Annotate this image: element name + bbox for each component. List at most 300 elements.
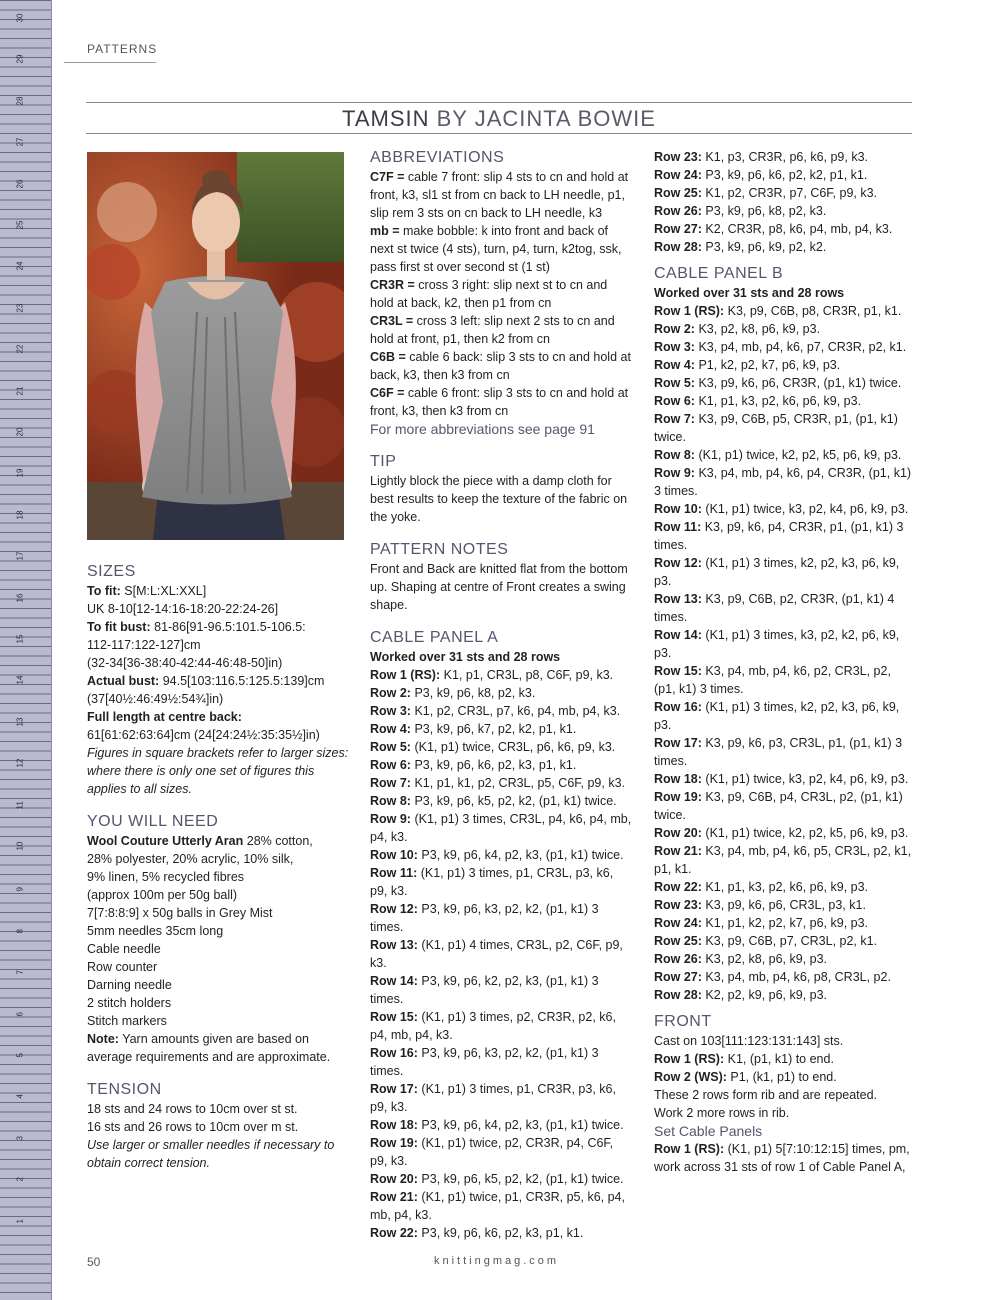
notes-text: Front and Back are knitted flat from the bottom up. Shaping at centre of Front creates a swing shape. [370, 562, 628, 612]
row-text: K1, p1, k3, p2, k6, p6, k9, p3. [694, 394, 862, 408]
row-text: P3, k9, p6, k5, p2, k2, (p1, k1) twice. [410, 794, 617, 808]
panel-a-row [370, 738, 632, 756]
ruler-number: 28 [15, 96, 25, 106]
sizes-actual-2: (37[40½:46:49½:54¾]in) [87, 692, 224, 706]
row-text: (K1, p1) twice, k3, p2, k4, p6, k9, p3. [701, 502, 909, 516]
row-label: Row 5: [370, 740, 411, 754]
ruler-number: 17 [15, 551, 25, 561]
sizes-uk: UK 8-10[12-14:16-18:20-22:24-26] [87, 602, 279, 616]
row-label: mb = [370, 224, 400, 238]
row-text: K1, p1, k3, p2, k6, p6, k9, p3. [701, 880, 869, 894]
row-text: (K1, p1) 3 times, p1, CR3L, p3, k6, p9, k3. [370, 866, 614, 898]
panel-b-row [654, 788, 912, 824]
section-underline [64, 62, 156, 63]
row-text: P3, k9, p6, k6, p2, k2, p1, k1. [701, 168, 868, 182]
value: Yarn amounts given are based on average requirements and are approximate. [87, 1032, 331, 1064]
tension-line-1: 18 sts and 24 rows to 10cm over st st. [87, 1102, 298, 1116]
row-text: (K1, p1) 3 times, k2, p2, k3, p6, k9, p3. [654, 700, 900, 732]
value: 94.5[103:116.5:125.5:139]cm [159, 674, 325, 688]
ruler-number: 14 [15, 675, 25, 685]
need-item: Row counter [87, 960, 158, 974]
panel-b-row [654, 896, 912, 914]
row-label: Row 2: [370, 686, 411, 700]
abbr-item [370, 312, 632, 348]
row-text: P1, k2, p2, k7, p6, k9, p3. [694, 358, 841, 372]
need-item: 5mm needles 35cm long [87, 924, 224, 938]
need-item: 28% polyester, 20% acrylic, 10% silk, [87, 852, 294, 866]
tip-text: Lightly block the piece with a damp cloth for best results to keep the texture of the fabric on the yoke. [370, 474, 628, 524]
row-text: K3, p9, k6, p3, CR3L, p1, (p1, k1) 3 times. [654, 736, 903, 768]
panel-a-row [370, 1170, 632, 1188]
need-item: (approx 100m per 50g ball) [87, 888, 238, 902]
row-text: P3, k9, p6, k9, p2, k2. [701, 240, 827, 254]
row-label: Row 19: [654, 790, 702, 804]
tension-heading: TENSION [87, 1081, 162, 1098]
ruler-number: 9 [15, 887, 25, 892]
row-label: Row 20: [370, 1172, 418, 1186]
ruler-number: 21 [15, 386, 25, 396]
value: S[M:L:XL:XXL] [120, 584, 207, 598]
panel-a-row [370, 1044, 632, 1080]
panel-a-row [370, 936, 632, 972]
row-label: Row 12: [654, 556, 702, 570]
row-text: K3, p9, C6B, p5, CR3R, p1, (p1, k1) twice. [654, 412, 898, 444]
panel-b-row [654, 734, 912, 770]
row-label: Row 7: [370, 776, 411, 790]
sizes-length-label [87, 708, 352, 726]
sizes-heading: SIZES [87, 563, 136, 580]
panel-a-row [654, 220, 912, 238]
panel-a-row [370, 1134, 632, 1170]
sizes-bust [87, 618, 352, 636]
ruler-number: 29 [15, 54, 25, 64]
row-text: K2, CR3R, p8, k6, p4, mb, p4, k3. [701, 222, 893, 236]
row-label: Row 15: [370, 1010, 418, 1024]
need-item: Stitch markers [87, 1014, 167, 1028]
panel-a-heading: CABLE PANEL A [370, 629, 499, 646]
row-label: Row 20: [654, 826, 702, 840]
abbr-heading: ABBREVIATIONS [370, 149, 505, 166]
front-set-cable: Set Cable Panels [654, 1123, 763, 1139]
ruler-number: 5 [15, 1053, 25, 1058]
panel-b-row [654, 626, 912, 662]
panel-a-row [654, 238, 912, 256]
value: K1, (p1, k1) to end. [724, 1052, 834, 1066]
row-text: (K1, p1) twice, p2, CR3R, p4, C6F, p9, k3. [370, 1136, 614, 1168]
ruler-number: 22 [15, 344, 25, 354]
panel-a-row [654, 202, 912, 220]
row-text: K1, p3, CR3R, p6, k6, p9, k3. [701, 150, 868, 164]
row-label: Row 3: [370, 704, 411, 718]
ruler-number: 2 [15, 1177, 25, 1182]
row-label: Row 1 (RS): [370, 668, 441, 682]
abbr-item [370, 348, 632, 384]
panel-b-row [654, 914, 912, 932]
row-text: (K1, p1) twice, k2, p2, k5, p6, k9, p3. [694, 448, 902, 462]
need-item: 2 stitch holders [87, 996, 172, 1010]
panel-b-row [654, 698, 912, 734]
row-text: K3, p2, k8, p6, k9, p3. [694, 322, 821, 336]
row-text: P3, k9, p6, k4, p2, k3, (p1, k1) twice. [417, 1118, 624, 1132]
row-text: (K1, p1) twice, p1, CR3R, p5, k6, p4, mb, p4, k3. [370, 1190, 625, 1222]
panel-a-row [654, 166, 912, 184]
row-text: K3, p4, mb, p4, k6, p5, CR3L, p2, k1, p1, k1. [654, 844, 912, 876]
row-label: Row 26: [654, 204, 702, 218]
ruler-number: 1 [15, 1218, 25, 1224]
need-yarn [87, 832, 352, 850]
panel-a-row [370, 810, 632, 846]
panel-a-row [370, 720, 632, 738]
footer-website: knittingmag.com [434, 1255, 560, 1267]
row-text: K3, p9, k6, p4, CR3R, p1, (p1, k1) 3 times. [654, 520, 904, 552]
panel-b-row [654, 968, 912, 986]
row-text: P3, k9, p6, k7, p2, k2, p1, k1. [410, 722, 577, 736]
panel-a-row [370, 1116, 632, 1134]
row-label: Row 7: [654, 412, 695, 426]
label: To fit: [87, 584, 121, 598]
ruler-number: 30 [15, 13, 25, 23]
need-note [87, 1030, 352, 1066]
row-label: Row 14: [370, 974, 418, 988]
row-text: P3, k9, p6, k3, p2, k2, (p1, k1) 3 times. [370, 1046, 599, 1078]
row-label: Row 22: [654, 880, 702, 894]
ruler-number: 16 [15, 593, 25, 603]
need-item: Cable needle [87, 942, 161, 956]
row-label: Row 9: [654, 466, 695, 480]
tension-note [87, 1136, 352, 1172]
panel-b-row [654, 446, 912, 464]
panel-a-row [370, 702, 632, 720]
row-label: Row 1 (RS): [654, 304, 725, 318]
row-text: K3, p9, C6B, p8, CR3R, p1, k1. [724, 304, 902, 318]
panel-b-row [654, 320, 912, 338]
ruler-number: 25 [15, 220, 25, 230]
label: Row 1 (RS): [654, 1142, 725, 1156]
worked-text: Worked over 31 sts and 28 rows [654, 286, 845, 300]
label: Note: [87, 1032, 119, 1046]
panel-b-row [654, 824, 912, 842]
value: P1, (k1, p1) to end. [726, 1070, 837, 1084]
panel-b-row [654, 302, 912, 320]
front-line-1: These 2 rows form rib and are repeated. [654, 1088, 878, 1102]
ruler-number: 18 [15, 510, 25, 520]
panel-a-row [654, 184, 912, 202]
column-middle [370, 148, 632, 1242]
need-item: Darning needle [87, 978, 172, 992]
ruler-number: 4 [15, 1094, 25, 1099]
page-title [86, 106, 912, 132]
ruler-number: 7 [15, 970, 25, 975]
sizes-length: 61[61:62:63:64]cm (24[24:24½:35:35½]in) [87, 728, 320, 742]
row-text: cross 3 left: slip next 2 sts to cn and hold at front, p1, then k2 from cn [370, 314, 615, 346]
front-cast-on: Cast on 103[111:123:131:143] sts. [654, 1034, 844, 1048]
panel-b-rows [654, 302, 912, 1004]
sizes-note [87, 744, 352, 798]
row-text: (K1, p1) twice, CR3L, p6, k6, p9, k3. [410, 740, 616, 754]
label: Actual bust: [87, 674, 160, 688]
panel-b-heading: CABLE PANEL B [654, 265, 784, 282]
note-text: Figures in square brackets refer to larger sizes: where there is only one set of figures this applies to all sizes. [87, 746, 349, 796]
row-label: Row 10: [654, 502, 702, 516]
title-main: TAMSIN [342, 106, 430, 131]
row-label: Row 13: [370, 938, 418, 952]
row-text: K1, p1, CR3L, p8, C6F, p9, k3. [440, 668, 614, 682]
label: Full length at centre back: [87, 710, 242, 724]
row-label: CR3L = [370, 314, 414, 328]
panel-a-row [370, 684, 632, 702]
sizes-to-fit [87, 582, 352, 600]
row-text: K1, p1, k2, p2, k7, p6, k9, p3. [701, 916, 869, 930]
panel-a-row [370, 1224, 632, 1242]
panel-a-row [370, 1080, 632, 1116]
value: (K1, p1) 5[7:10:12:15] times, pm, work across 31 sts of row 1 of Cable Panel A, [654, 1142, 910, 1174]
panel-b-row [654, 374, 912, 392]
row-label: Row 3: [654, 340, 695, 354]
column-right [654, 148, 912, 1176]
row-label: Row 12: [370, 902, 418, 916]
panel-b-row [654, 662, 912, 698]
sizes-bust-3: (32-34[36-38:40-42:44-46:48-50]in) [87, 656, 283, 670]
front-row-1 [654, 1050, 912, 1068]
panel-a-row [370, 900, 632, 936]
row-label: Row 6: [654, 394, 695, 408]
row-text: K3, p9, k6, p6, CR3L, p3, k1. [701, 898, 866, 912]
row-text: cable 6 back: slip 3 sts to cn and hold at back, k3, then k3 from cn [370, 350, 631, 382]
abbr-item [370, 276, 632, 312]
title-rule-bottom [86, 133, 912, 134]
panel-b-row [654, 842, 912, 878]
front-heading: FRONT [654, 1013, 712, 1030]
row-text: K3, p9, k6, p6, CR3R, (p1, k1) twice. [694, 376, 902, 390]
row-label: CR3R = [370, 278, 415, 292]
ruler-number: 23 [15, 303, 25, 313]
row-label: Row 24: [654, 916, 702, 930]
row-label: Row 15: [654, 664, 702, 678]
row-label: Row 21: [370, 1190, 418, 1204]
ruler-number: 11 [15, 800, 25, 810]
row-label: Row 28: [654, 240, 702, 254]
row-label: Row 14: [654, 628, 702, 642]
panel-a-row [370, 666, 632, 684]
notes-heading: PATTERN NOTES [370, 541, 509, 558]
sizes-bust-2: 112-117:122-127]cm [87, 638, 201, 652]
tip-heading: TIP [370, 453, 397, 470]
row-text: K1, p2, CR3L, p7, k6, p4, mb, p4, k3. [410, 704, 621, 718]
row-text: K3, p9, C6B, p7, CR3L, p2, k1. [701, 934, 878, 948]
abbr-item [370, 384, 632, 420]
panel-a-row [370, 774, 632, 792]
front-line-2: Work 2 more rows in rib. [654, 1106, 790, 1120]
row-label: Row 25: [654, 934, 702, 948]
row-label: C6B = [370, 350, 406, 364]
row-label: Row 18: [370, 1118, 418, 1132]
sizes-actual [87, 672, 352, 690]
row-text: cable 7 front: slip 4 sts to cn and hold at front, k3, sl1 st from cn back to LH needle, p1, slip rem 3 sts on cn back to LH needle, k3 [370, 170, 629, 220]
row-text: P3, k9, p6, k2, p2, k3, (p1, k1) 3 times. [370, 974, 599, 1006]
panel-b-row [654, 338, 912, 356]
tension-line-2: 16 sts and 26 rows to 10cm over m st. [87, 1120, 299, 1134]
title-rest: BY JACINTA BOWIE [429, 106, 656, 131]
ruler-number: 10 [15, 841, 25, 851]
abbr-item [370, 168, 632, 222]
row-text: (K1, p1) 3 times, p1, CR3R, p3, k6, p9, k3. [370, 1082, 616, 1114]
page-number: 50 [87, 1255, 101, 1269]
row-label: Row 8: [370, 794, 411, 808]
row-label: Row 19: [370, 1136, 418, 1150]
row-label: Row 6: [370, 758, 411, 772]
row-text: (K1, p1) twice, k3, p2, k4, p6, k9, p3. [701, 772, 909, 786]
row-label: Row 23: [654, 898, 702, 912]
panel-b-row [654, 590, 912, 626]
front-row-1-set [654, 1140, 912, 1176]
row-text: K3, p4, mb, p4, k6, p4, CR3R, (p1, k1) 3 times. [654, 466, 912, 498]
row-label: Row 27: [654, 970, 702, 984]
row-label: Row 28: [654, 988, 702, 1002]
row-label: Row 17: [654, 736, 702, 750]
row-label: Row 4: [370, 722, 411, 736]
panel-a-row [370, 864, 632, 900]
row-text: make bobble: k into front and back of next st twice (4 sts), turn, p4, turn, k2tog, ssk, pass first st over second st (1 st) [370, 224, 622, 274]
row-text: P3, k9, p6, k6, p2, k3, p1, k1. [417, 1226, 584, 1240]
row-label: Row 17: [370, 1082, 418, 1096]
row-label: Row 26: [654, 952, 702, 966]
row-label: Row 23: [654, 150, 702, 164]
row-label: Row 10: [370, 848, 418, 862]
ruler-number: 27 [15, 137, 25, 147]
panel-a-rows-continued [654, 148, 912, 256]
side-ruler [0, 0, 52, 1300]
panel-b-row [654, 986, 912, 1004]
ruler-number: 19 [15, 468, 25, 478]
ruler-number: 24 [15, 261, 25, 271]
panel-a-row [370, 846, 632, 864]
row-text: K3, p4, mb, p4, k6, p8, CR3L, p2. [701, 970, 891, 984]
need-list [87, 850, 352, 1030]
panel-b-row [654, 392, 912, 410]
label: To fit bust: [87, 620, 151, 634]
row-label: C7F = [370, 170, 405, 184]
abbr-more-link[interactable]: For more abbreviations see page 91 [370, 421, 595, 437]
panel-b-row [654, 932, 912, 950]
row-label: Row 11: [370, 866, 418, 880]
section-label: PATTERNS [87, 42, 158, 56]
panel-b-worked [654, 284, 912, 302]
model-photo [87, 152, 344, 540]
row-label: Row 18: [654, 772, 702, 786]
ruler-number: 20 [15, 427, 25, 437]
row-text: K3, p4, mb, p4, k6, p7, CR3R, p2, k1. [694, 340, 907, 354]
row-text: P3, k9, p6, k6, p2, k3, p1, k1. [410, 758, 577, 772]
row-label: Row 4: [654, 358, 695, 372]
column-left [87, 562, 352, 1172]
row-text: K3, p9, C6B, p2, CR3R, (p1, k1) 4 times. [654, 592, 895, 624]
row-label: Row 21: [654, 844, 702, 858]
row-label: Row 2: [654, 322, 695, 336]
panel-a-row [370, 792, 632, 810]
panel-a-row [370, 972, 632, 1008]
row-label: Row 24: [654, 168, 702, 182]
row-text: K1, p2, CR3R, p7, C6F, p9, k3. [701, 186, 878, 200]
ruler-number: 8 [15, 928, 25, 934]
row-text: (K1, p1) 3 times, p2, CR3R, p2, k6, p4, mb, p4, k3. [370, 1010, 616, 1042]
panel-a-row [370, 1188, 632, 1224]
row-label: C6F = [370, 386, 405, 400]
row-label: Row 5: [654, 376, 695, 390]
ruler-number: 3 [15, 1135, 25, 1141]
ruler-number: 26 [15, 179, 25, 189]
ruler-number: 12 [15, 758, 25, 768]
row-text: (K1, p1) twice, k2, p2, k5, p6, k9, p3. [701, 826, 909, 840]
value: 28% cotton, [243, 834, 313, 848]
panel-b-row [654, 500, 912, 518]
row-label: Row 9: [370, 812, 411, 826]
panel-a-row [654, 148, 912, 166]
row-text: P3, k9, p6, k8, p2, k3. [701, 204, 827, 218]
ruler-number: 15 [15, 634, 25, 644]
row-label: Row 11: [654, 520, 702, 534]
row-text: (K1, p1) 3 times, k3, p2, k2, p6, k9, p3. [654, 628, 900, 660]
row-label: Row 27: [654, 222, 702, 236]
panel-a-worked [370, 648, 632, 666]
row-label: Row 13: [654, 592, 702, 606]
panel-b-row [654, 950, 912, 968]
abbr-list [370, 168, 632, 420]
panel-b-row [654, 770, 912, 788]
row-text: (K1, p1) 3 times, CR3L, p4, k6, p4, mb, p4, k3. [370, 812, 632, 844]
panel-b-row [654, 518, 912, 554]
abbr-item [370, 222, 632, 276]
row-text: P3, k9, p6, k4, p2, k3, (p1, k1) twice. [417, 848, 624, 862]
row-text: K3, p2, k8, p6, k9, p3. [701, 952, 828, 966]
front-row-2 [654, 1068, 912, 1086]
need-item: 9% linen, 5% recycled fibres [87, 870, 245, 884]
panel-a-row [370, 756, 632, 774]
row-text: cross 3 right: slip next st to cn and hold at back, k2, then p1 from cn [370, 278, 608, 310]
row-text: P3, k9, p6, k8, p2, k3. [410, 686, 536, 700]
panel-b-row [654, 410, 912, 446]
row-text: K1, p1, k1, p2, CR3L, p5, C6F, p9, k3. [410, 776, 625, 790]
label: Row 1 (RS): [654, 1052, 725, 1066]
panel-b-row [654, 356, 912, 374]
label: Wool Couture Utterly Aran [87, 834, 244, 848]
panel-a-row [370, 1008, 632, 1044]
title-rule-top [86, 102, 912, 103]
panel-b-row [654, 878, 912, 896]
label: Row 2 (WS): [654, 1070, 727, 1084]
ruler-number: 13 [15, 717, 25, 727]
row-text: P3, k9, p6, k5, p2, k2, (p1, k1) twice. [417, 1172, 624, 1186]
row-text: (K1, p1) 4 times, CR3L, p2, C6F, p9, k3. [370, 938, 623, 970]
row-text: K2, p2, k9, p6, k9, p3. [701, 988, 828, 1002]
panel-b-row [654, 554, 912, 590]
panel-b-row [654, 464, 912, 500]
note-text: Use larger or smaller needles if necessary to obtain correct tension. [87, 1138, 335, 1170]
worked-text: Worked over 31 sts and 28 rows [370, 650, 561, 664]
row-label: Row 16: [370, 1046, 418, 1060]
panel-a-rows [370, 666, 632, 1242]
row-text: K3, p9, C6B, p4, CR3L, p2, (p1, k1) twice. [654, 790, 903, 822]
row-text: (K1, p1) 3 times, k2, p2, k3, p6, k9, p3. [654, 556, 900, 588]
row-label: Row 8: [654, 448, 695, 462]
row-label: Row 25: [654, 186, 702, 200]
ruler-number: 6 [15, 1011, 25, 1017]
row-text: cable 6 front: slip 3 sts to cn and hold at front, k3, then k3 from cn [370, 386, 629, 418]
need-item: 7[7:8:8:9] x 50g balls in Grey Mist [87, 906, 273, 920]
row-text: P3, k9, p6, k3, p2, k2, (p1, k1) 3 times. [370, 902, 599, 934]
row-label: Row 16: [654, 700, 702, 714]
row-label: Row 22: [370, 1226, 418, 1240]
value: 81-86[91-96.5:101.5-106.5: [150, 620, 306, 634]
